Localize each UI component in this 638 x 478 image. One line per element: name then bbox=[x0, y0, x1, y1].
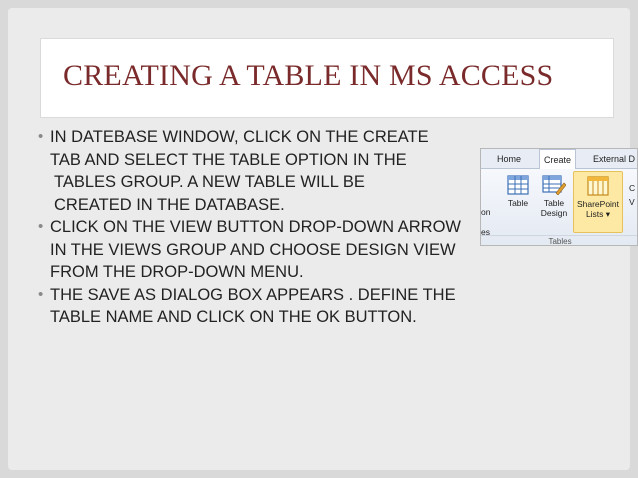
sharepoint-label-2: Lists ▾ bbox=[585, 209, 611, 219]
tab-external-data[interactable]: External D bbox=[593, 154, 636, 164]
ribbon-fragment: V bbox=[629, 197, 635, 207]
table-design-icon bbox=[542, 175, 566, 195]
tab-home[interactable]: Home bbox=[497, 154, 522, 164]
table-button-label: Table bbox=[507, 198, 529, 208]
bullet-line: THE SAVE AS DIALOG BOX APPEARS . DEFINE THE bbox=[50, 285, 456, 304]
bullet-dot-icon: • bbox=[38, 285, 44, 303]
bullet-line: TAB AND SELECT THE TABLE OPTION IN THE bbox=[50, 150, 407, 169]
sharepoint-lists-icon bbox=[587, 176, 609, 196]
bullet-line: CLICK ON THE VIEW BUTTON DROP-DOWN ARROW bbox=[50, 218, 461, 236]
bullet-line: IN THE VIEWS GROUP AND CHOOSE DESIGN VIEW bbox=[50, 240, 456, 259]
slide-title: CREATING A TABLE IN MS ACCESS bbox=[63, 59, 554, 92]
bullet-item bbox=[24, 284, 624, 329]
table-design-label: Table bbox=[543, 198, 565, 208]
table-design-button[interactable] bbox=[537, 175, 571, 218]
sharepoint-label: SharePoint bbox=[576, 199, 620, 209]
table-button[interactable] bbox=[503, 175, 533, 208]
tab-create[interactable]: Create bbox=[539, 149, 576, 170]
ribbon-fragment: on bbox=[481, 207, 491, 217]
bullet-line: TABLE NAME AND CLICK ON THE OK BUTTON. bbox=[50, 308, 417, 326]
bullet-line: FROM THE DROP-DOWN MENU. bbox=[50, 263, 304, 281]
ribbon-tabs bbox=[481, 149, 638, 169]
bullet-dot-icon: • bbox=[38, 128, 44, 145]
bullet-line: IN DATEBASE WINDOW, CLICK ON THE CREATE bbox=[50, 128, 429, 146]
title-box bbox=[40, 38, 614, 118]
bullet-line: TABLES GROUP. A NEW TABLE WILL BE bbox=[54, 173, 365, 191]
table-icon bbox=[507, 175, 529, 195]
table-design-label-2: Design bbox=[540, 208, 568, 218]
bullet-line: CREATED IN THE DATABASE. bbox=[54, 195, 285, 214]
bullet-dot-icon: • bbox=[38, 218, 44, 235]
sharepoint-lists-button[interactable] bbox=[573, 171, 623, 233]
ribbon-screenshot bbox=[480, 148, 638, 246]
tables-group-label: Tables bbox=[481, 235, 638, 246]
ribbon-body bbox=[481, 169, 638, 246]
ribbon-fragment: es bbox=[481, 227, 490, 237]
ribbon-fragment: C bbox=[629, 183, 636, 193]
